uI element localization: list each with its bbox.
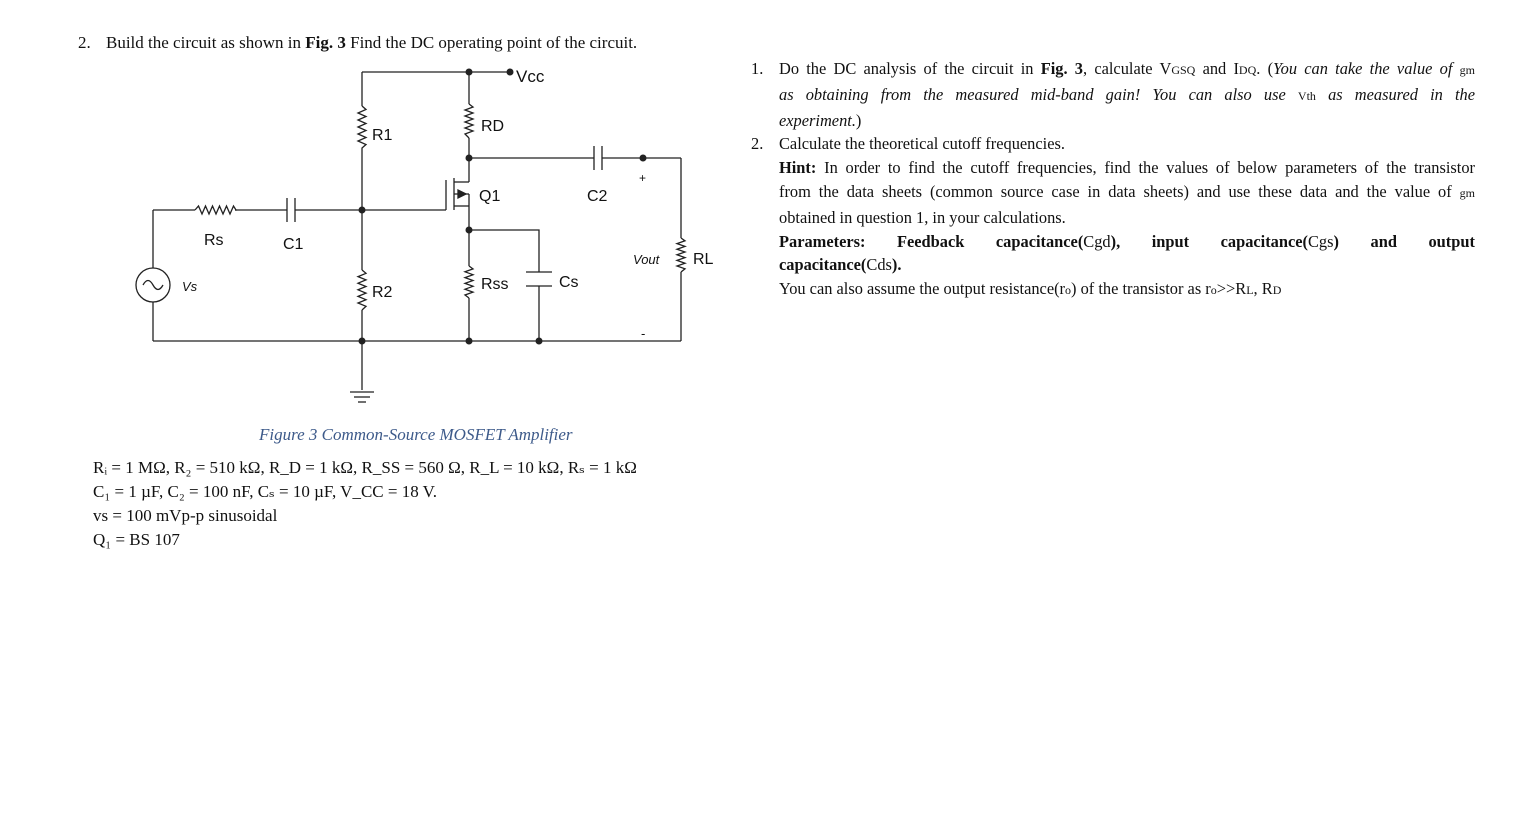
rl-resistor xyxy=(677,238,685,272)
source-value: vs = 100 mVp-p sinusoidal xyxy=(93,506,278,525)
fig-reference: Fig. 3 xyxy=(305,33,346,52)
rl-label: RL xyxy=(693,251,714,268)
r1-resistor xyxy=(358,106,366,150)
c1-label: C1 xyxy=(283,236,304,253)
vout-minus: - xyxy=(641,326,646,341)
cs-capacitor xyxy=(526,272,552,286)
circuit-wires xyxy=(153,72,681,402)
rs-label: Rs xyxy=(204,232,224,249)
figure-caption: Figure 3 Common-Source MOSFET Amplifier xyxy=(259,425,573,444)
vcc-label: Vcc xyxy=(516,67,545,86)
mosfet-arrow xyxy=(458,190,466,198)
rs-resistor xyxy=(195,206,236,214)
vout-plus: + xyxy=(639,171,647,185)
q1-label: Q1 xyxy=(479,188,501,205)
rss-resistor xyxy=(465,266,473,298)
capacitor-values: C₁ = 1 µF, C₂ = 100 nF, Cₛ = 10 µF, V_CC = 18 V. xyxy=(93,482,437,501)
vs-label: Vs xyxy=(182,279,198,294)
transistor-part: Q₁ = BS 107 xyxy=(93,530,180,549)
r1-label: R1 xyxy=(372,127,393,144)
question-2-heading: 2. Build the circuit as shown in Fig. 3 Find the DC operating point of the circuit. xyxy=(78,33,638,52)
rd-resistor xyxy=(465,104,473,138)
r2-resistor xyxy=(358,270,366,310)
resistor-values: Rᵢ = 1 MΩ, R₂ = 510 kΩ, R_D = 1 kΩ, R_SS = 560 Ω, R_L = 10 kΩ, Rₛ = 1 kΩ xyxy=(93,458,637,477)
c2-capacitor xyxy=(594,146,602,170)
vout-label: Vout xyxy=(633,252,660,267)
rss-label: Rss xyxy=(481,276,509,293)
component-values xyxy=(93,456,637,552)
list-item: 2. Calculate the theoretical cutoff frequencies. Hint: In order to find the cutoff frequencies, find the values of below parameters of the transistor from the data sheets (common source case in data sheets) and use these data and the value of gm obtained in question 1, in your calculations. Parameters: Feedback capacitance(Cgd), input capacitance(Cgs) and output capacitance(Cds). You can also assume the output resistance(ro) of the transistor as ro>>RL, RD xyxy=(751,134,1475,299)
circuit-nodes xyxy=(359,69,647,345)
sine-wave-icon xyxy=(143,281,163,290)
list-item: 1. Do the DC analysis of the circuit in Fig. 3, calculate VGSQ and IDQ. (You can take the value of gm as obtaining from the measured mid-band gain! You can also use Vth as measured in the experiment.) xyxy=(751,59,1476,130)
circuit-schematic xyxy=(0,0,760,420)
c2-label: C2 xyxy=(587,188,608,205)
cs-label: Cs xyxy=(559,274,579,291)
rd-label: RD xyxy=(481,118,505,135)
r2-label: R2 xyxy=(372,284,393,301)
question-number: 2. xyxy=(78,33,91,52)
question-list xyxy=(751,57,1475,303)
c1-capacitor xyxy=(287,198,295,222)
